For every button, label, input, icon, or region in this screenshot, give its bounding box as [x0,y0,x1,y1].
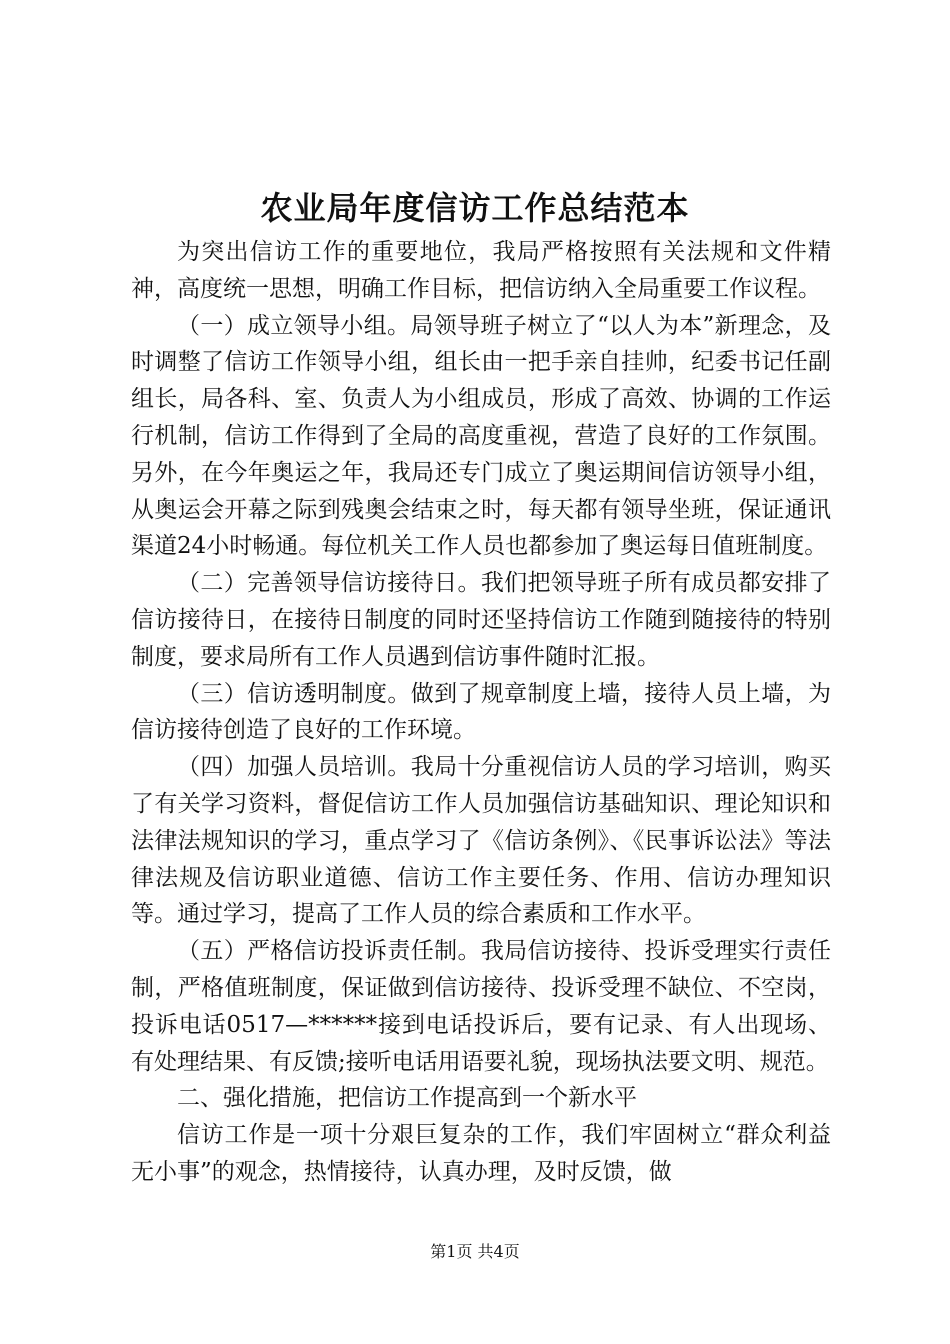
paragraph-measures: 信访工作是一项十分艰巨复杂的工作，我们牢固树立“群众利益无小事”的观念，热情接待，认真办理，及时反馈，做 [131,1122,831,1185]
paragraph-responsibility: （五）严格信访投诉责任制。我局信访接待、投诉受理实行责任制，严格值班制度，保证做到信访接待、投诉受理不缺位、不空岗，投诉电话0517—******接到电话投诉后，要有记录、有人出现场、有处理结果、有反馈;接听电话用语要礼貌，现场执法要文明、规范。 [131,938,831,1075]
document-title: 农业局年度信访工作总结范本 [260,189,690,227]
document-body [131,234,831,1191]
paragraph-reception-day: （二）完善领导信访接待日。我们把领导班子所有成员都安排了信访接待日，在接待日制度的同时还坚持信访工作随到随接待的特别制度，要求局所有工作人员遇到信访事件随时汇报。 [131,570,831,670]
paragraph-training: （四）加强人员培训。我局十分重视信访人员的学习培训，购买了有关学习资料，督促信访工作人员加强信访基础知识、理论知识和法律法规知识的学习，重点学习了《信访条例》、《民事诉讼法》等法律法规及信访职业道德、信访工作主要任务、作用、信访办理知识等。通过学习，提高了工作人员的综合素质和工作水平。 [131,754,831,928]
paragraph-leadership-group: （一）成立领导小组。局领导班子树立了“以人为本”新理念，及时调整了信访工作领导小组，组长由一把手亲自挂帅，纪委书记任副组长，局各科、室、负责人为小组成员，形成了高效、协调的工作运行机制，信访工作得到了全局的高度重视，营造了良好的工作氛围。另外，在今年奥运之年，我局还专门成立了奥运期间信访领导小组，从奥运会开幕之际到残奥会结束之时，每天都有领导坐班，保证通讯渠道24小时畅通。每位机关工作人员也都参加了奥运每日值班制度。 [131,312,831,560]
section-heading-measures: 二、强化措施，把信访工作提高到一个新水平 [177,1085,637,1112]
paragraph-transparency: （三）信访透明制度。做到了规章制度上墙，接待人员上墙，为信访接待创造了良好的工作环境。 [131,680,831,744]
page-footer: 第1页 共4页 [430,1242,520,1261]
paragraph-intro: 为突出信访工作的重要地位，我局严格按照有关法规和文件精神，高度统一思想，明确工作目标，把信访纳入全局重要工作议程。 [131,239,831,302]
